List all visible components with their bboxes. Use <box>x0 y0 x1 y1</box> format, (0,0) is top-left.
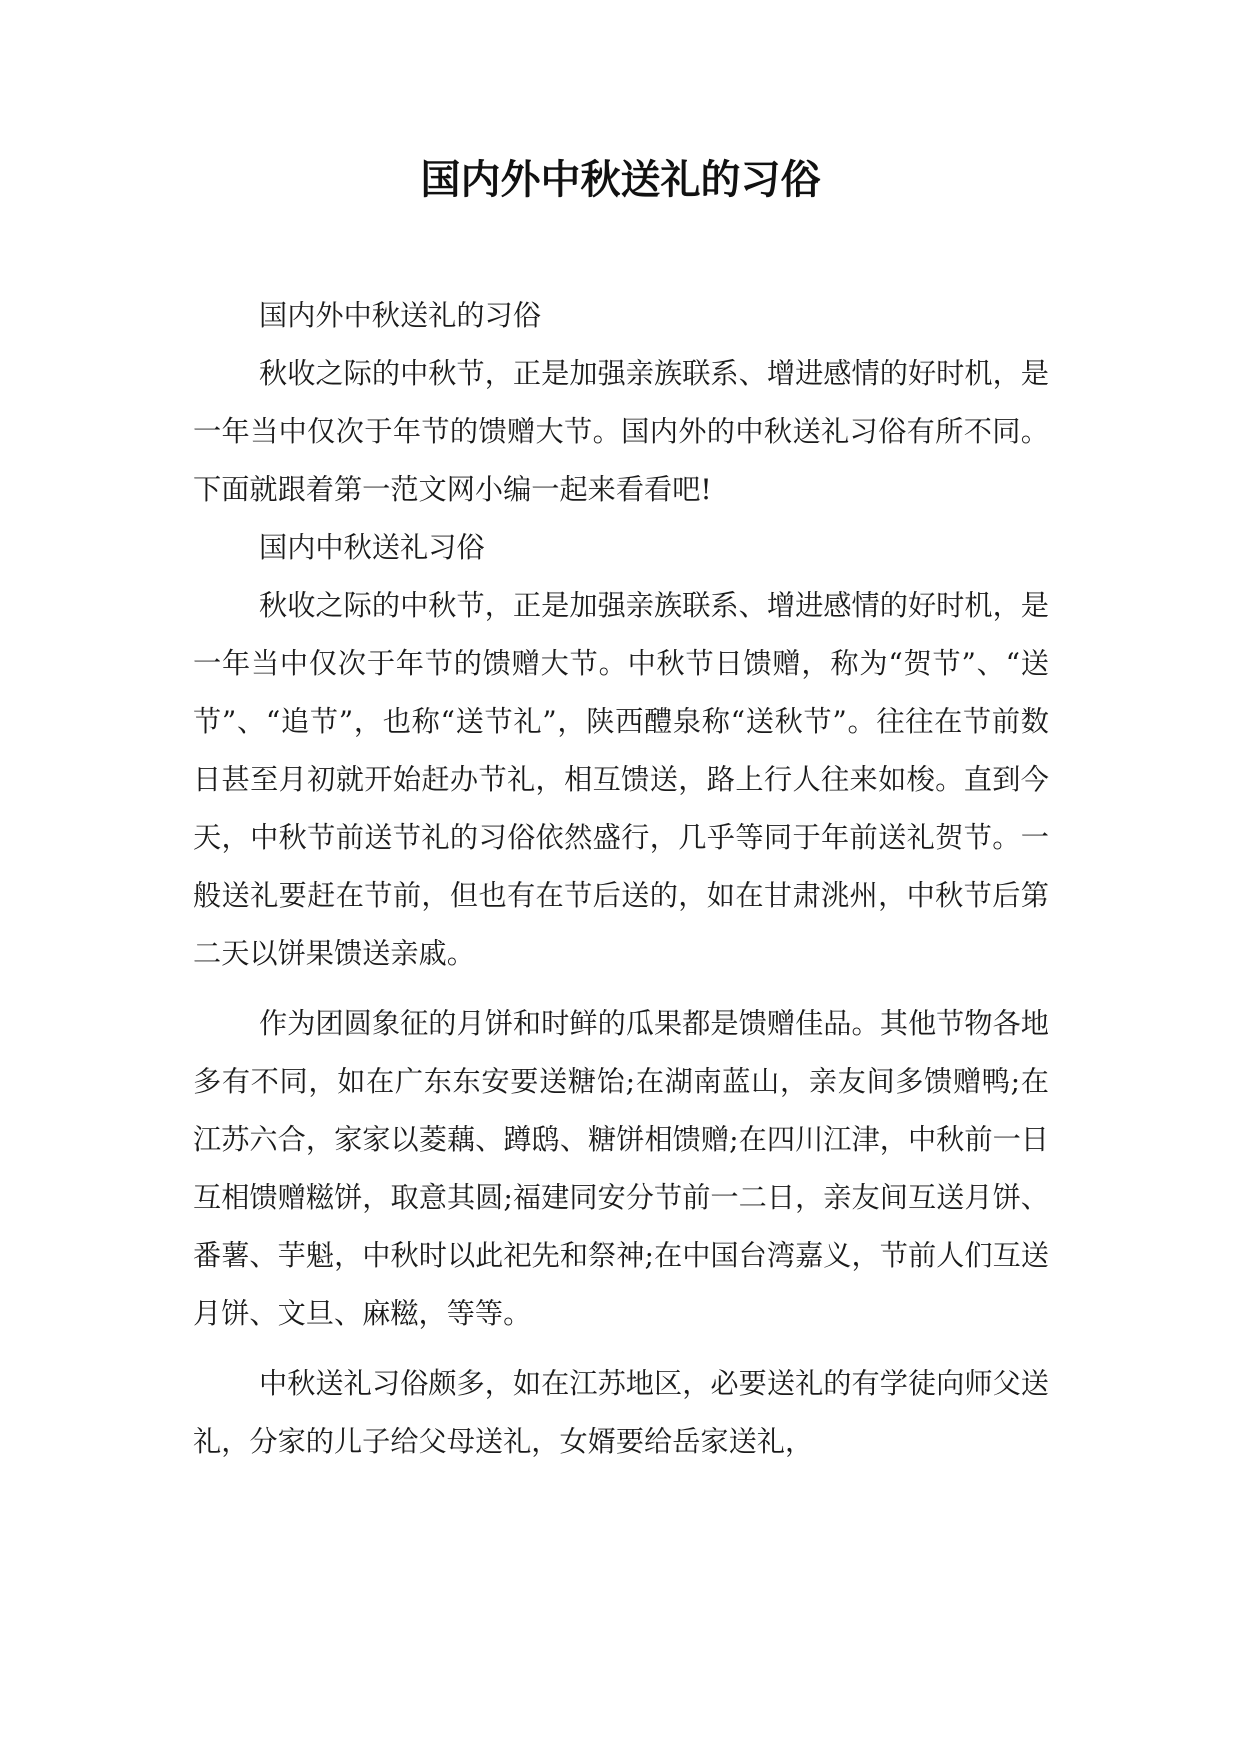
document-body <box>193 287 1049 1471</box>
paragraph-subtitle: 国内外中秋送礼的习俗 <box>259 299 541 332</box>
document-title: 国内外中秋送礼的习俗 <box>420 156 821 203</box>
paragraph-gift-items: 作为团圆象征的月饼和时鲜的瓜果都是馈赠佳品。其他节物各地多有不同，如在广东东安要送糖饴;在湖南蓝山，亲友间多馈赠鸭;在江苏六合，家家以菱藕、蹲鸱、糖饼相馈赠;在四川江津，中秋前一日互相馈赠糍饼，取意其圆;福建同安分节前一二日，亲友间互送月饼、番薯、芋魁，中秋时以此祀先和祭神;在中国台湾嘉义，节前人们互送月饼、文旦、麻糍，等等。 <box>193 1007 1049 1330</box>
paragraph-jiangsu-customs: 中秋送礼习俗颇多，如在江苏地区，必要送礼的有学徒向师父送礼，分家的儿子给父母送礼，女婿要给岳家送礼， <box>193 1367 1049 1458</box>
paragraph-intro: 秋收之际的中秋节，正是加强亲族联系、增进感情的好时机，是一年当中仅次于年节的馈赠大节。国内外的中秋送礼习俗有所不同。下面就跟着第一范文网小编一起来看看吧! <box>193 357 1049 506</box>
paragraph-section-heading: 国内中秋送礼习俗 <box>259 531 485 564</box>
paragraph-domestic-customs: 秋收之际的中秋节，正是加强亲族联系、增进感情的好时机，是一年当中仅次于年节的馈赠大节。中秋节日馈赠，称为“贺节”、“送节”、“追节”，也称“送节礼”，陕西醴泉称“送秋节”。往往在节前数日甚至月初就开始赶办节礼，相互馈送，路上行人往来如梭。直到今天，中秋节前送节礼的习俗依然盛行，几乎等同于年前送礼贺节。一般送礼要赶在节前，但也有在节后送的，如在甘肃洮州，中秋节后第二天以饼果馈送亲戚。 <box>193 589 1049 970</box>
